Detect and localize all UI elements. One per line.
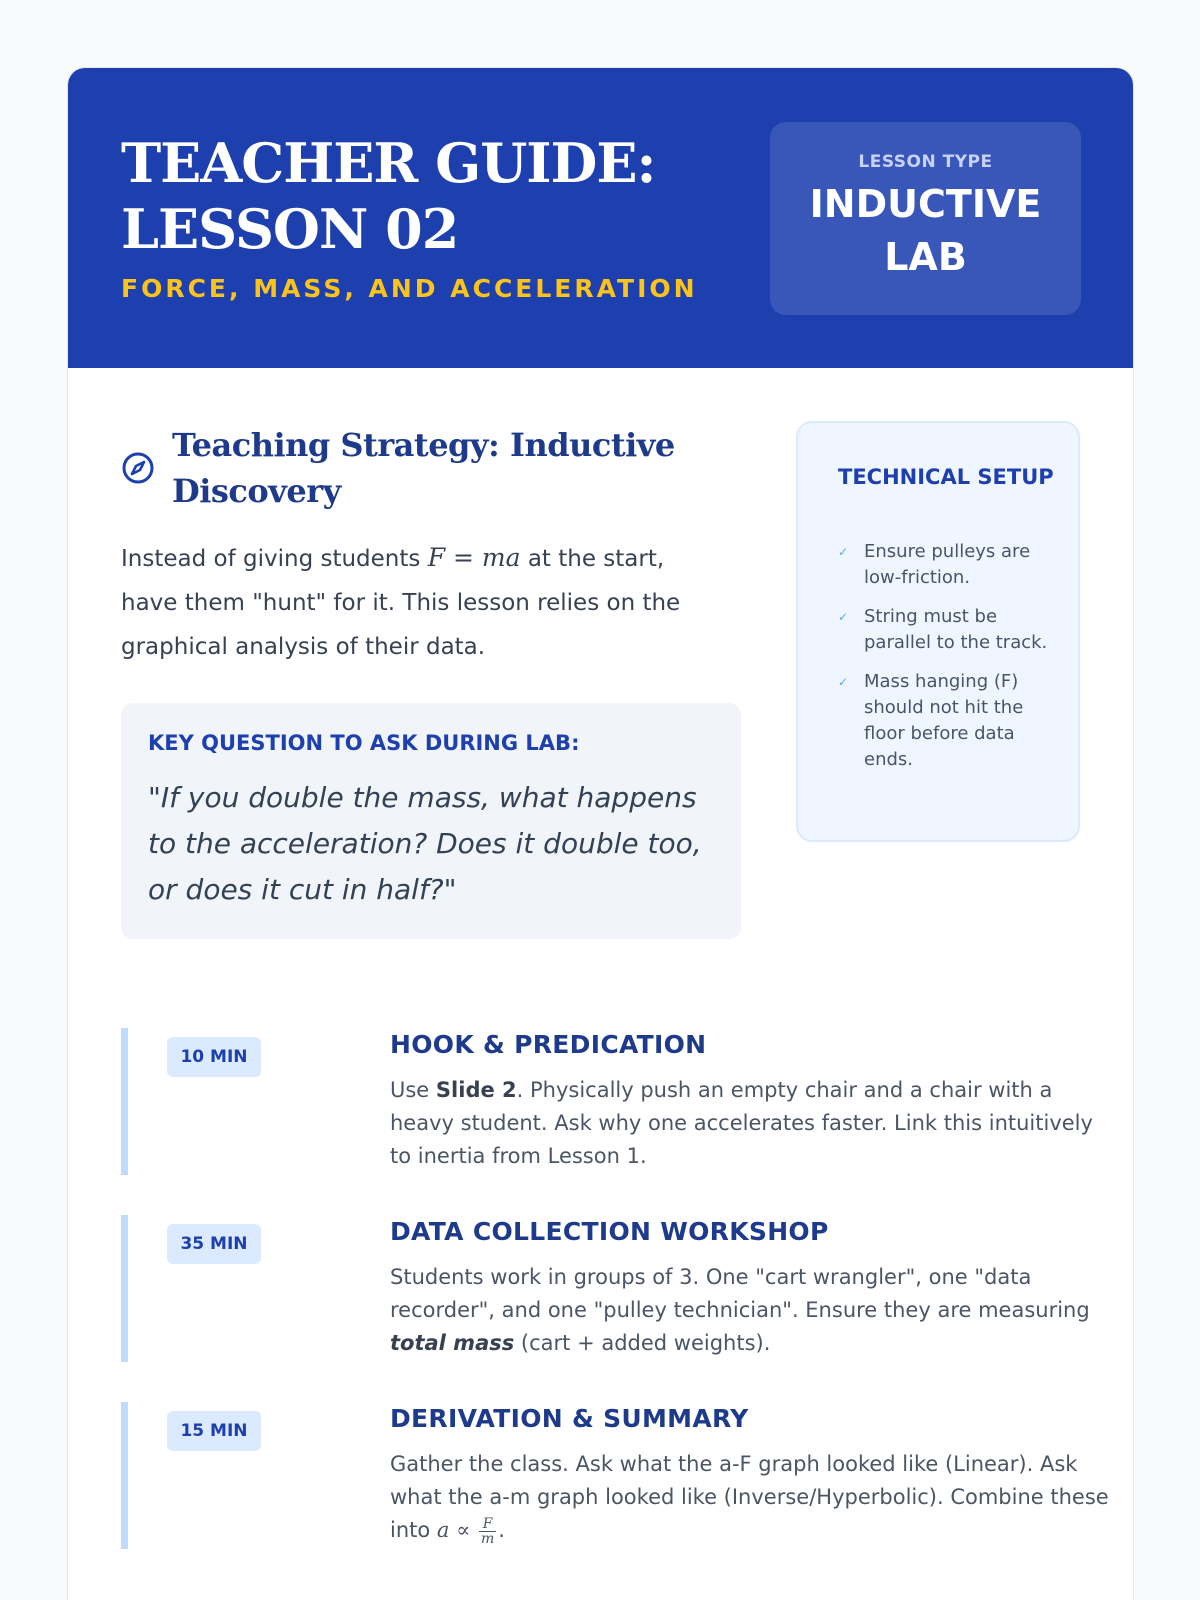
page-subtitle: FORCE, MASS, AND ACCELERATION bbox=[121, 274, 698, 303]
check-icon: ✓ bbox=[838, 675, 849, 689]
technical-setup-box bbox=[796, 421, 1080, 842]
timeline-bar bbox=[121, 1402, 128, 1549]
lesson-type-value: INDUCTIVE LAB bbox=[809, 182, 1042, 279]
timeline-bar bbox=[121, 1028, 128, 1175]
technical-setup-list bbox=[838, 539, 1058, 786]
check-icon: ✓ bbox=[838, 610, 849, 624]
timeline-step-data-collection bbox=[121, 1215, 1090, 1362]
list-item: ✓ String must be parallel to the track. bbox=[838, 606, 1048, 653]
strategy-text-before: Instead of giving students bbox=[121, 546, 428, 572]
formula-proportional: a ∝ bbox=[436, 1518, 471, 1542]
header-banner bbox=[68, 68, 1134, 368]
formula-f-equals-ma: F = ma bbox=[427, 543, 521, 572]
key-question-text: "If you double the mass, what happens to the acceleration? Does it double too, or does it cut in half?" bbox=[148, 781, 702, 906]
duration-badge: 35 MIN bbox=[167, 1224, 261, 1264]
strategy-description bbox=[121, 536, 721, 669]
duration-badge: 10 MIN bbox=[167, 1037, 261, 1077]
technical-setup-title: TECHNICAL SETUP bbox=[838, 465, 1054, 489]
timeline-step-derivation bbox=[121, 1402, 1109, 1549]
list-item: ✓ Mass hanging (F) should not hit the floor before data ends. bbox=[838, 671, 1024, 770]
page-title: TEACHER GUIDE: LESSON 02 bbox=[121, 131, 656, 261]
timeline-bar bbox=[121, 1215, 128, 1362]
formula-fraction: $\frac{F}{m}$ bbox=[481, 1515, 495, 1547]
step-title: HOOK & PREDICATION bbox=[390, 1030, 707, 1059]
step-body: Students work in groups of 3. One "cart wrangler", one "data recorder", and one "pulley technician". Ensure they are measuring total mass (cart + added weights). bbox=[390, 1265, 1090, 1355]
step-body: Use Slide 2. Physically push an empty chair and a chair with a heavy student. Ask why one accelerates faster. Link this intuitively to inertia from Lesson 1. bbox=[390, 1078, 1093, 1168]
list-item: ✓ Ensure pulleys are low-friction. bbox=[838, 541, 1031, 588]
compass-icon bbox=[121, 451, 155, 485]
strategy-title: Teaching Strategy: Inductive Discovery bbox=[172, 426, 675, 510]
step-title: DERIVATION & SUMMARY bbox=[390, 1404, 749, 1433]
strategy-text-after: at the start, have them "hunt" for it. This lesson relies on the graphical analysis of their data. bbox=[121, 546, 681, 660]
step-body: Gather the class. Ask what the a-F graph looked like (Linear). Ask what the a-m graph looked like (Inverse/Hyperbolic). Combine these into a ∝ $\frac{F}{m}$ . bbox=[390, 1452, 1109, 1547]
key-question-label: KEY QUESTION TO ASK DURING LAB: bbox=[148, 731, 580, 755]
timeline-step-hook bbox=[121, 1028, 1093, 1175]
lesson-type-label: LESSON TYPE bbox=[858, 152, 993, 172]
step-title: DATA COLLECTION WORKSHOP bbox=[390, 1217, 829, 1246]
lesson-type-box bbox=[770, 122, 1081, 315]
key-question-box bbox=[121, 703, 741, 939]
check-icon: ✓ bbox=[838, 545, 849, 559]
guide-card bbox=[67, 67, 1134, 1600]
duration-badge: 15 MIN bbox=[167, 1411, 261, 1451]
